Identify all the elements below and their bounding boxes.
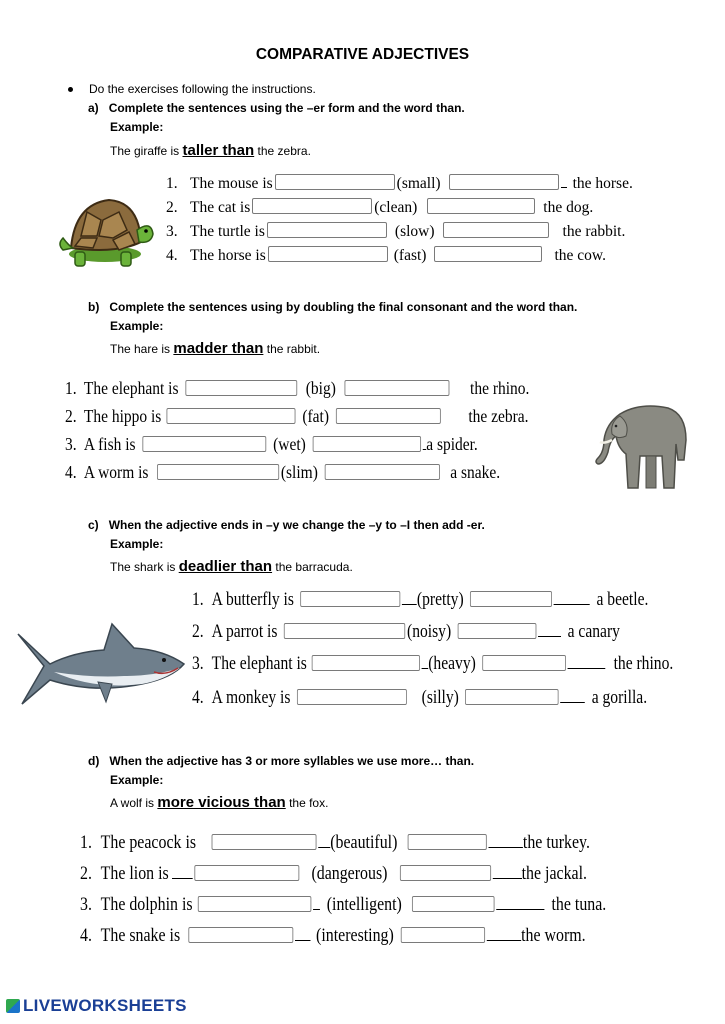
turtle-image xyxy=(57,190,155,268)
answer-field[interactable] xyxy=(427,198,535,214)
section-c-heading: c) When the adjective ends in –y we change the –y to –I then add -er. xyxy=(88,518,485,532)
page-title: COMPARATIVE ADJECTIVES xyxy=(255,46,470,63)
answer-field[interactable] xyxy=(198,896,312,912)
answer-field[interactable] xyxy=(267,222,387,238)
shark-image xyxy=(14,620,186,720)
section-a-item-2: 2. The cat is (clean) the dog. xyxy=(166,199,594,216)
liveworksheets-logo-icon xyxy=(6,999,20,1013)
section-d-item-1: 1. The peacock is (beautiful) the turkey. xyxy=(80,833,590,853)
answer-field[interactable] xyxy=(268,246,388,262)
instruction-line: Do the exercises following the instructions. xyxy=(68,82,316,96)
answer-field[interactable] xyxy=(470,591,552,607)
answer-field[interactable] xyxy=(212,834,317,850)
answer-field[interactable] xyxy=(434,246,542,262)
answer-field[interactable] xyxy=(185,380,297,396)
section-a-example-label: Example: xyxy=(110,120,164,134)
answer-field[interactable] xyxy=(443,222,549,238)
section-a-example: The giraffe is taller than the zebra. xyxy=(110,142,311,159)
section-c-example: The shark is deadlier than the barracuda. xyxy=(110,558,353,575)
section-b-item-4: 4. A worm is (slim) a snake. xyxy=(65,462,501,482)
bullet-icon xyxy=(68,87,73,92)
answer-field[interactable] xyxy=(408,834,487,850)
answer-field[interactable] xyxy=(336,408,441,424)
section-c-item-3: 3. The elephant is (heavy) the rhino. xyxy=(192,653,674,674)
section-d-example-label: Example: xyxy=(110,773,164,787)
section-b-heading: b) Complete the sentences using by doubling the final consonant and the word than. xyxy=(88,300,578,314)
answer-field[interactable] xyxy=(195,865,300,881)
section-a-heading: a) Complete the sentences using the –er form and the word than. xyxy=(88,101,465,115)
section-b-item-3: 3. A fish is (wet) a spider. xyxy=(65,434,478,454)
answer-field[interactable] xyxy=(465,689,558,705)
answer-field[interactable] xyxy=(166,408,295,424)
answer-field[interactable] xyxy=(312,655,420,671)
answer-field[interactable] xyxy=(401,927,485,943)
section-d-heading: d) When the adjective has 3 or more syllables we use more… than. xyxy=(88,754,475,768)
section-b-example: The hare is madder than the rabbit. xyxy=(110,340,321,357)
section-c-item-4: 4. A monkey is (silly) a gorilla. xyxy=(192,687,648,708)
answer-field[interactable] xyxy=(189,927,294,943)
answer-field[interactable] xyxy=(300,591,400,607)
section-a-item-3: 3. The turtle is (slow) the rabbit. xyxy=(166,223,626,240)
answer-field[interactable] xyxy=(297,689,407,705)
answer-field[interactable] xyxy=(284,623,405,639)
answer-field[interactable] xyxy=(325,464,440,480)
section-b-item-1: 1. The elephant is (big) the rhino. xyxy=(65,378,530,398)
section-c-example-label: Example: xyxy=(110,537,164,551)
section-d-example: A wolf is more vicious than the fox. xyxy=(110,794,329,811)
answer-field[interactable] xyxy=(157,464,279,480)
elephant-image xyxy=(590,400,690,492)
answer-field[interactable] xyxy=(252,198,372,214)
section-a-item-1: 1. The mouse is (small) the horse. xyxy=(166,175,633,192)
answer-field[interactable] xyxy=(449,174,559,190)
section-d-item-4: 4. The snake is (interesting) the worm. xyxy=(80,926,586,946)
answer-field[interactable] xyxy=(142,436,266,452)
section-c-item-1: 1. A butterfly is (pretty) a beetle. xyxy=(192,589,649,610)
answer-field[interactable] xyxy=(458,623,537,639)
answer-field[interactable] xyxy=(344,380,449,396)
section-b-item-2: 2. The hippo is (fat) the zebra. xyxy=(65,406,529,426)
section-c-item-2: 2. A parrot is (noisy) a canary xyxy=(192,621,620,642)
liveworksheets-logo: LIVEWORKSHEETS xyxy=(6,996,187,1016)
answer-field[interactable] xyxy=(482,655,566,671)
answer-field[interactable] xyxy=(399,865,490,881)
section-a-item-4: 4. The horse is (fast) the cow. xyxy=(166,247,606,264)
section-d-item-2: 2. The lion is (dangerous) the jackal. xyxy=(80,864,587,884)
answer-field[interactable] xyxy=(412,896,495,912)
answer-field[interactable] xyxy=(275,174,395,190)
section-d-item-3: 3. The dolphin is (intelligent) the tuna. xyxy=(80,895,607,915)
answer-field[interactable] xyxy=(313,436,421,452)
section-b-example-label: Example: xyxy=(110,319,164,333)
